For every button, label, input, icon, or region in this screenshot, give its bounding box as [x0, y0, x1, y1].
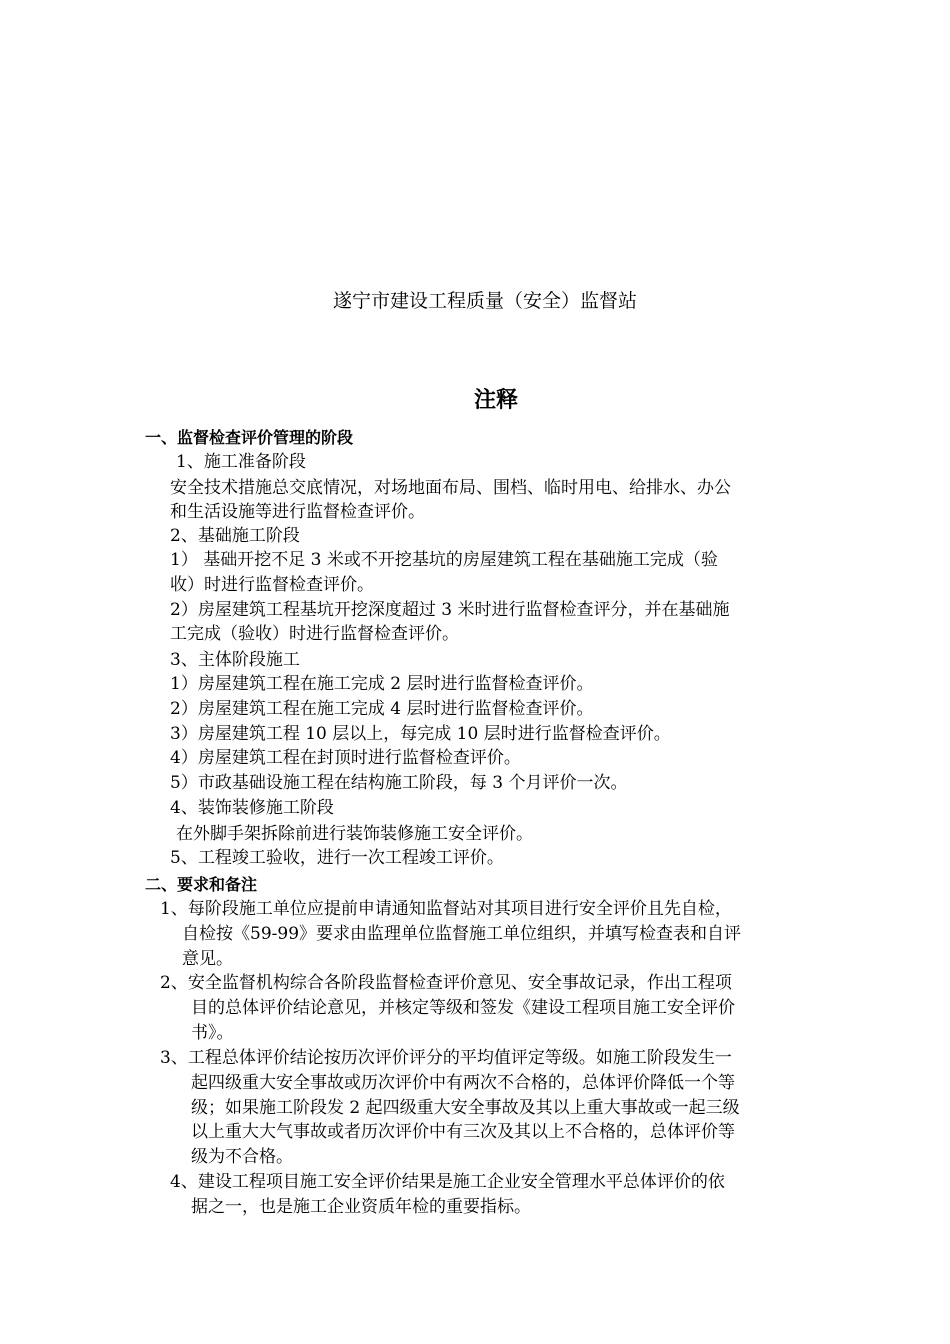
paragraph-line: 安全技术措施总交底情况，对场地面布局、围档、临时用电、给排水、办公: [170, 478, 731, 498]
paragraph-line: 和生活设施等进行监督检查评价。: [170, 502, 425, 522]
paragraph-line: 2）房屋建筑工程基坑开挖深度超过 3 米时进行监督检查评分，并在基础施: [170, 600, 730, 620]
paragraph-line: 据之一，也是施工企业资质年检的重要指标。: [191, 1197, 531, 1217]
subheading-foundation-stage: 2、基础施工阶段: [170, 526, 300, 546]
org-name: 遂宁市建设工程质量（安全）监督站: [333, 290, 638, 312]
paragraph-line: 工完成（验收）时进行监督检查评价。: [170, 624, 459, 644]
section-heading-2: 二、要求和备注: [145, 875, 258, 894]
paragraph-line: 目的总体评价结论意见，并核定等级和签发《建设工程项目施工安全评价: [191, 998, 735, 1018]
list-item: 2）房屋建筑工程在施工完成 4 层时进行监督检查评价。: [170, 699, 594, 719]
subheading-completion: 5、工程竣工验收，进行一次工程竣工评价。: [170, 848, 504, 868]
paragraph-line: 在外脚手架拆除前进行装饰装修施工安全评价。: [176, 824, 533, 844]
list-item: 4、建设工程项目施工安全评价结果是施工企业安全管理水平总体评价的依: [170, 1172, 725, 1192]
paragraph-line: 意见。: [182, 949, 233, 969]
list-item: 4）房屋建筑工程在封顶时进行监督检查评价。: [170, 748, 521, 768]
paragraph-line: 级为不合格。: [191, 1147, 293, 1167]
paragraph-line: 1） 基础开挖不足 3 米或不开挖基坑的房屋建筑工程在基础施工完成（验: [170, 550, 718, 570]
list-item: 3、工程总体评价结论按历次评价评分的平均值评定等级。如施工阶段发生一: [160, 1048, 732, 1068]
paragraph-line: 以上重大大气事故或者历次评价中有三次及其以上不合格的，总体评价等: [191, 1122, 735, 1142]
paragraph-line: 书》。: [191, 1023, 234, 1043]
section-heading-1: 一、监督检查评价管理的阶段: [145, 428, 354, 447]
paragraph-line: 级；如果施工阶段发 2 起四级重大安全事故及其以上重大事故或一起三级: [191, 1098, 740, 1118]
page-title: 注释: [474, 387, 519, 413]
subheading-prep-stage: 1、施工准备阶段: [176, 452, 306, 472]
list-item: 1）房屋建筑工程在施工完成 2 层时进行监督检查评价。: [170, 674, 594, 694]
list-item: 2、安全监督机构综合各阶段监督检查评价意见、安全事故记录，作出工程项: [160, 973, 732, 993]
list-item: 3）房屋建筑工程 10 层以上，每完成 10 层时进行监督检查评价。: [170, 724, 671, 744]
paragraph-line: 收）时进行监督检查评价。: [170, 575, 374, 595]
subheading-decoration-stage: 4、装饰装修施工阶段: [170, 798, 334, 818]
paragraph-line: 起四级重大安全事故或历次评价中有两次不合格的，总体评价降低一个等: [191, 1073, 735, 1093]
subheading-main-stage: 3、主体阶段施工: [170, 650, 300, 670]
list-item: 1、每阶段施工单位应提前申请通知监督站对其项目进行安全评价且先自检，: [160, 899, 732, 919]
list-item: 5）市政基础设施工程在结构施工阶段，每 3 个月评价一次。: [170, 773, 628, 793]
paragraph-line: 自检按《59-99》要求由监理单位监督施工单位组织，并填写检查表和自评: [182, 924, 742, 944]
